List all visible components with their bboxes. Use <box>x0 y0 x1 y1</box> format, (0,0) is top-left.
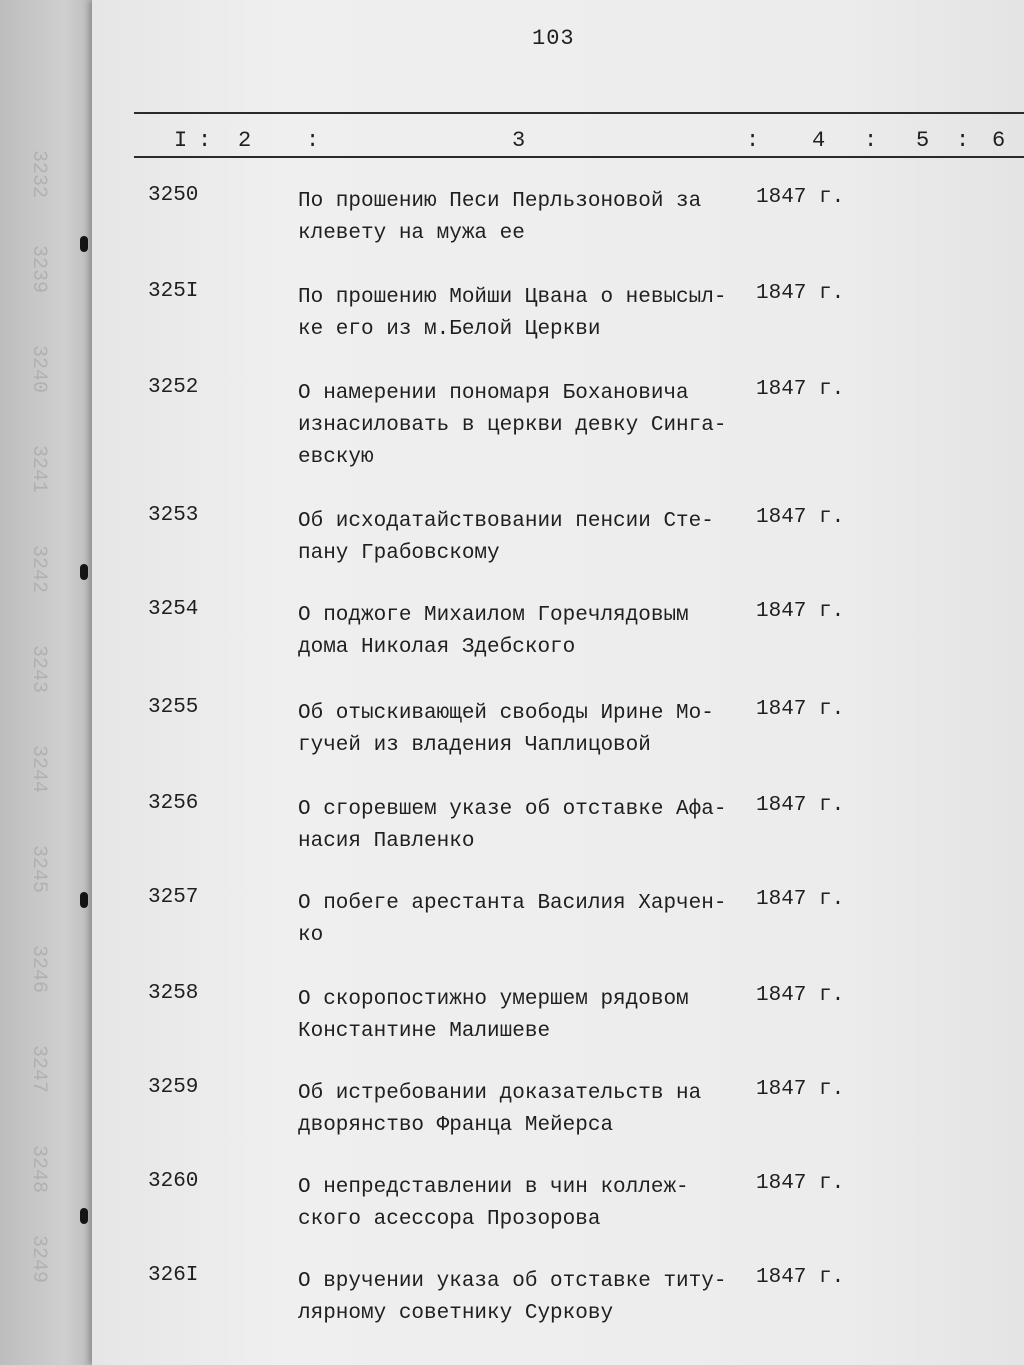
binder-hole <box>80 1208 88 1224</box>
item-year: 1847 г. <box>756 1172 845 1195</box>
item-description: О непредставлении в чин коллеж- ского асессора Прозорова <box>298 1176 689 1231</box>
column-separator: : <box>306 128 320 153</box>
column-header-3: 3 <box>512 128 526 153</box>
column-separator: : <box>198 128 212 153</box>
bleed-through-number: 3247 <box>27 1045 50 1094</box>
column-separator: : <box>864 128 878 153</box>
item-description: Об исходатайствовании пенсии Сте- пану Грабовскому <box>298 510 714 565</box>
column-header-5: 5 <box>916 128 930 153</box>
list-item <box>92 792 1024 872</box>
document-page <box>92 0 1024 1365</box>
previous-page-edge <box>0 0 92 1365</box>
item-year: 1847 г. <box>756 984 845 1007</box>
column-header-6: 6 <box>992 128 1006 153</box>
item-description: О скоропостижно умершем рядовом Константине Малишеве <box>298 988 689 1043</box>
item-description: О сгоревшем указе об отставке Афа- насия Павленко <box>298 798 727 853</box>
item-description: По прошению Песи Перльзоновой за клевету на мужа ее <box>298 190 702 245</box>
item-description: О побеге арестанта Василия Харчен- ко <box>298 892 727 947</box>
item-number: 3260 <box>148 1170 199 1193</box>
list-item <box>92 696 1024 776</box>
bleed-through-number: 3240 <box>27 345 50 394</box>
binder-hole <box>80 236 88 252</box>
page-number: 103 <box>532 26 575 51</box>
item-year: 1847 г. <box>756 378 845 401</box>
list-item <box>92 982 1024 1062</box>
item-number: 3259 <box>148 1076 199 1099</box>
bleed-through-number: 3248 <box>27 1145 50 1194</box>
list-item <box>92 886 1024 966</box>
item-year: 1847 г. <box>756 698 845 721</box>
item-description: О намерении пономаря Бохановича изнасиловать в церкви девку Синга- евскую <box>298 382 727 469</box>
item-number: 3255 <box>148 696 199 719</box>
item-description: О вручении указа об отставке титу- лярному советнику Суркову <box>298 1270 727 1325</box>
item-number: 3257 <box>148 886 199 909</box>
item-number: 3254 <box>148 598 199 621</box>
bleed-through-number: 3244 <box>27 745 50 794</box>
bleed-through-number: 3243 <box>27 645 50 694</box>
bleed-through-number: 3242 <box>27 545 50 594</box>
list-item <box>92 1076 1024 1156</box>
item-number: 3252 <box>148 376 199 399</box>
bleed-through-number: 3241 <box>27 445 50 494</box>
item-description: По прошению Мойши Цвана о невысыл- ке его из м.Белой Церкви <box>298 286 727 341</box>
item-number: 3250 <box>148 184 199 207</box>
item-year: 1847 г. <box>756 600 845 623</box>
column-header-2: 2 <box>238 128 252 153</box>
item-description: Об отыскивающей свободы Ирине Мо- гучей из владения Чаплицовой <box>298 702 714 757</box>
item-description: Об истребовании доказательств на дворянство Франца Мейерса <box>298 1082 702 1137</box>
item-number: 325I <box>148 280 199 303</box>
item-year: 1847 г. <box>756 282 845 305</box>
bleed-through-number: 3245 <box>27 845 50 894</box>
item-year: 1847 г. <box>756 506 845 529</box>
bleed-through-number: 3249 <box>27 1235 50 1284</box>
item-number: 326I <box>148 1264 199 1287</box>
binder-hole <box>80 892 88 908</box>
item-year: 1847 г. <box>756 186 845 209</box>
header-bottom-rule <box>134 156 1024 158</box>
column-header-4: 4 <box>812 128 826 153</box>
list-item <box>92 504 1024 584</box>
binder-hole <box>80 564 88 580</box>
item-description: О поджоге Михаилом Горечлядовым дома Николая Здебского <box>298 604 689 659</box>
list-item <box>92 598 1024 678</box>
item-year: 1847 г. <box>756 1266 845 1289</box>
list-item <box>92 184 1024 264</box>
column-header-1: I <box>174 128 188 153</box>
bleed-through-number: 3239 <box>27 245 50 294</box>
list-item <box>92 1264 1024 1344</box>
column-separator: : <box>746 128 760 153</box>
item-year: 1847 г. <box>756 794 845 817</box>
bleed-through-number: 3246 <box>27 945 50 994</box>
column-separator: : <box>956 128 970 153</box>
list-item <box>92 376 1024 469</box>
item-year: 1847 г. <box>756 888 845 911</box>
header-top-rule <box>134 112 1024 114</box>
item-number: 3256 <box>148 792 199 815</box>
list-item <box>92 1170 1024 1250</box>
item-number: 3258 <box>148 982 199 1005</box>
item-year: 1847 г. <box>756 1078 845 1101</box>
bleed-through-number: 3232 <box>27 150 50 199</box>
item-number: 3253 <box>148 504 199 527</box>
list-item <box>92 280 1024 360</box>
